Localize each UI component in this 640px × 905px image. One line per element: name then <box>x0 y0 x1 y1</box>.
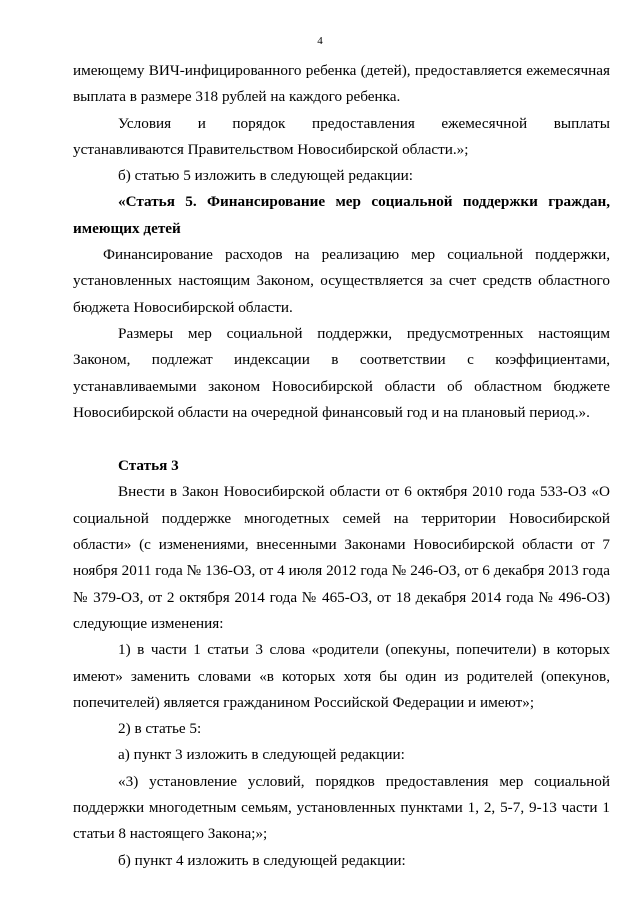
article3-heading: Статья 3 <box>118 457 179 475</box>
paragraph-indexation: Размеры мер социальной поддержки, предусмотренных настоящим Законом, подлежат индексации в соответствии с коэффициентами, устанавливаемыми законом Новосибирской области об областном бюджете Новосибирской области на очередной финансовый год и на плановый период.». <box>73 324 610 421</box>
paragraph-item-2: 2) в статье 5: <box>118 720 202 738</box>
paragraph-item-2a: а) пункт 3 изложить в следующей редакции: <box>118 746 405 764</box>
document-body <box>73 58 610 874</box>
paragraph-payment-conditions: Условия и порядок предоставления ежемесячной выплаты устанавливаются Правительством Новосибирской области.»; <box>73 114 610 158</box>
page-number: 4 <box>317 35 323 47</box>
paragraph-article5-amendment: б) статью 5 изложить в следующей редакции: <box>118 167 413 185</box>
paragraph-financing: Финансирование расходов на реализацию мер социальной поддержки, установленных настоящим Законом, осуществляется за счет средств областного бюджета Новосибирской области. <box>73 246 610 316</box>
article5-heading: «Статья 5. Финансирование мер социальной поддержки граждан, имеющих детей <box>73 193 610 237</box>
paragraph-item-1: 1) в части 1 статьи 3 слова «родители (опекуны, попечители) в которых имеют» заменить словами «в которых хотя бы один из родителей (опекунов, попечителей) является гражданином Российской Федерации и имеют»; <box>73 641 610 711</box>
paragraph-item-2b: б) пункт 4 изложить в следующей редакции: <box>118 851 406 869</box>
paragraph-law-amendments: Внести в Закон Новосибирской области от 6 октября 2010 года 533-ОЗ «О социальной поддержке многодетных семей на территории Новосибирской области» (с изменениями, внесенными Законами Новосибирской области от 7 ноября 2011 года № 136-ОЗ, от 4 июля 2012 года № 246-ОЗ, от 6 декабря 2013 года № 379-ОЗ, от 2 октября 2014 года № 465-ОЗ, от 18 декабря 2014 года № 496-ОЗ) следующие изменения: <box>73 483 610 632</box>
section-spacer <box>73 426 610 453</box>
paragraph-point-3: «3) установление условий, порядков предоставления мер социальной поддержки многодетным семьям, установленных пунктами 1, 2, 5-7, 9-13 части 1 статьи 8 настоящего Закона;»; <box>73 772 610 843</box>
paragraph-hiv-payment: имеющему ВИЧ-инфицированного ребенка (детей), предоставляется ежемесячная выплата в размере 318 рублей на каждого ребенка. <box>73 62 610 106</box>
